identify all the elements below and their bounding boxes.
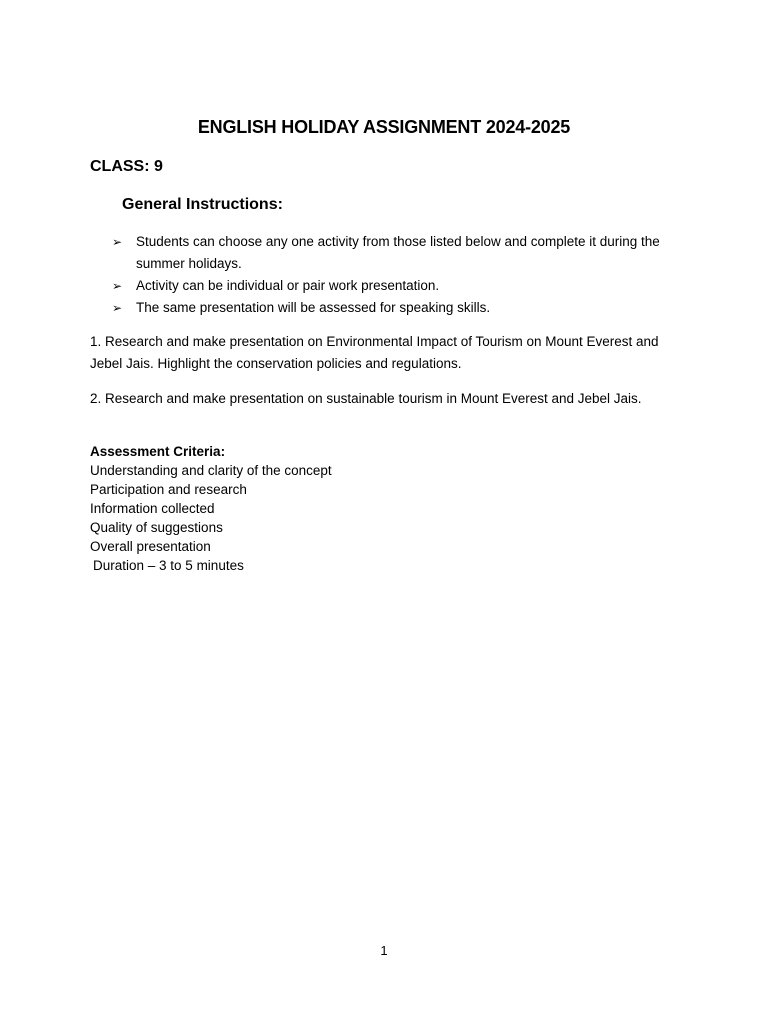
- instruction-text: Activity can be individual or pair work presentation.: [136, 278, 440, 293]
- duration-text: Duration – 3 to 5 minutes: [93, 558, 244, 573]
- instruction-item: [112, 231, 692, 275]
- instruction-item: [112, 297, 692, 319]
- class-label: CLASS: 9: [90, 158, 163, 175]
- page-number: 1: [380, 943, 388, 958]
- criteria-item: Quality of suggestions: [90, 520, 223, 535]
- general-instructions-heading: General Instructions:: [122, 196, 283, 213]
- arrow-bullet-icon: ➢: [112, 279, 123, 293]
- criteria-item: Participation and research: [90, 482, 247, 497]
- instruction-text: The same presentation will be assessed for speaking skills.: [136, 300, 491, 315]
- assessment-criteria: [90, 442, 490, 575]
- activity-1: 1. Research and make presentation on Environmental Impact of Tourism on Mount Everest and Jebel Jais. Highlight the conservation policies and regulations.: [90, 334, 659, 371]
- arrow-bullet-icon: ➢: [112, 301, 123, 315]
- criteria-item: Overall presentation: [90, 539, 211, 554]
- general-instructions-list: [112, 231, 692, 319]
- assessment-criteria-heading: Assessment Criteria:: [90, 444, 226, 459]
- criteria-item: Understanding and clarity of the concept: [90, 463, 332, 478]
- instruction-text: Students can choose any one activity from those listed below and complete it during the summer holidays.: [136, 234, 660, 271]
- criteria-item: Information collected: [90, 501, 215, 516]
- document-title: ENGLISH HOLIDAY ASSIGNMENT 2024-2025: [197, 117, 571, 137]
- instruction-item: [112, 275, 692, 297]
- arrow-bullet-icon: ➢: [112, 235, 123, 249]
- activity-2: 2. Research and make presentation on sustainable tourism in Mount Everest and Jebel Jais.: [90, 391, 642, 406]
